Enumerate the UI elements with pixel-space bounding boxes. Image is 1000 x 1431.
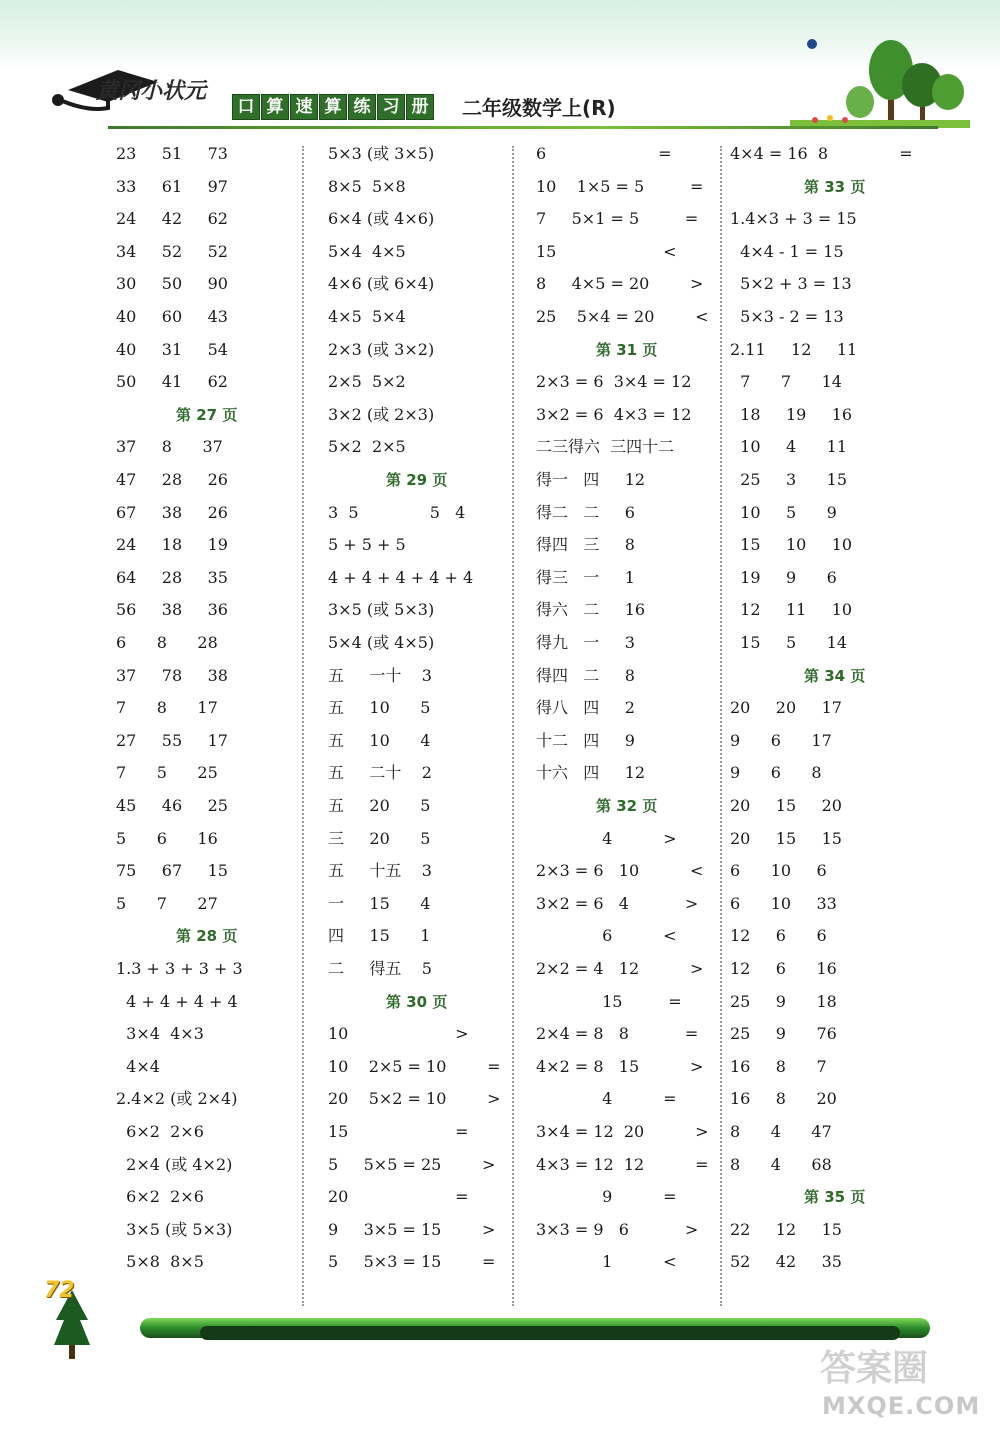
answer-row: 2×3 (或 3×2) bbox=[328, 339, 435, 359]
answer-row: 五 10 5 bbox=[328, 698, 431, 718]
answer-row: 25 5×4 = 20 < bbox=[536, 307, 709, 326]
answer-row: 8×5 5×8 bbox=[328, 176, 406, 196]
answer-row: 4×5 5×4 bbox=[328, 307, 406, 326]
answer-row: 5 5×3 = 15 = bbox=[328, 1252, 496, 1272]
answer-row: 1.3 + 3 + 3 + 3 bbox=[116, 959, 243, 978]
answer-row: 20 5×2 = 10 > bbox=[328, 1089, 501, 1109]
answer-row: 五 十五 3 bbox=[328, 861, 432, 881]
answer-row: 16 8 7 bbox=[730, 1056, 827, 1076]
answer-row: 19 9 6 bbox=[730, 567, 837, 587]
answer-row: 12 6 16 bbox=[730, 959, 837, 978]
answer-row: 6×2 2×6 bbox=[116, 1122, 204, 1141]
answer-row: 15 10 10 bbox=[730, 535, 853, 555]
answer-row: 52 42 35 bbox=[730, 1252, 842, 1272]
answer-row: 37 78 38 bbox=[116, 665, 228, 685]
answer-row: 三 20 5 bbox=[328, 828, 431, 848]
answer-row: 4 > bbox=[536, 828, 677, 848]
answer-row: 22 12 15 bbox=[730, 1219, 842, 1239]
answer-row: 3 5 5 4 bbox=[328, 502, 466, 522]
answer-row: 12 6 6 bbox=[730, 926, 827, 946]
answer-row: 2×5 5×2 bbox=[328, 372, 406, 392]
answer-row: 8 4 68 bbox=[730, 1154, 832, 1174]
answer-row: 23 51 73 bbox=[116, 144, 228, 163]
answer-row: 15 5 14 bbox=[730, 633, 848, 652]
answer-row: 得四 二 8 bbox=[536, 665, 635, 685]
column-divider bbox=[720, 146, 722, 1306]
answer-row: 四 15 1 bbox=[328, 926, 431, 946]
watermark-logo: 答案圈 bbox=[820, 1348, 929, 1389]
answer-row: 6 < bbox=[536, 926, 677, 946]
answer-row: 7 8 17 bbox=[116, 698, 218, 718]
answer-row: 75 67 15 bbox=[116, 861, 228, 881]
answer-row: 得九 一 3 bbox=[536, 633, 635, 652]
answer-row: 4×2 = 8 15 > bbox=[536, 1056, 704, 1076]
answer-row: 二三得六 三四十二 bbox=[536, 437, 675, 457]
answer-row: 45 46 25 bbox=[116, 796, 228, 815]
answer-row: 34 52 52 bbox=[116, 241, 228, 261]
answer-row: 56 38 36 bbox=[116, 600, 228, 620]
answer-row: 4 = bbox=[536, 1089, 677, 1109]
page-heading: 第 35 页 bbox=[804, 1188, 866, 1207]
watermark-url: MXQE.COM bbox=[822, 1392, 981, 1420]
column-divider bbox=[512, 146, 514, 1306]
answer-row: 24 18 19 bbox=[116, 535, 228, 555]
answer-row: 16 8 20 bbox=[730, 1089, 837, 1109]
answer-row: 6 8 28 bbox=[116, 633, 218, 652]
answer-row: 5 7 27 bbox=[116, 893, 218, 913]
answer-row: 2×3 = 6 3×4 = 12 bbox=[536, 372, 692, 392]
answer-row: 9 3×5 = 15 > bbox=[328, 1219, 496, 1239]
answer-row: 18 19 16 bbox=[730, 404, 853, 424]
answer-row: 10 > bbox=[328, 1024, 469, 1044]
answer-row: 15 < bbox=[536, 241, 677, 261]
answer-row: 得四 三 8 bbox=[536, 535, 635, 555]
header-divider bbox=[108, 126, 938, 129]
page-heading: 第 32 页 bbox=[596, 797, 658, 815]
answer-row: 15 = bbox=[536, 991, 682, 1011]
answer-row: 4×6 (或 6×4) bbox=[328, 274, 435, 294]
answer-row: 得二 二 6 bbox=[536, 502, 635, 522]
answer-row: 64 28 35 bbox=[116, 567, 228, 587]
answer-row: 30 50 90 bbox=[116, 274, 228, 294]
answer-row: 五 20 5 bbox=[328, 796, 431, 815]
answer-row: 2.4×2 (或 2×4) bbox=[116, 1089, 238, 1109]
answer-row: 十六 四 12 bbox=[536, 763, 646, 783]
book-title-char: 习 bbox=[377, 94, 405, 120]
answer-row: 9 6 17 bbox=[730, 730, 832, 750]
answer-row: 1.4×3 + 3 = 15 bbox=[730, 209, 857, 229]
answer-row: 7 5×1 = 5 = bbox=[536, 209, 699, 229]
answer-row: 5×3 (或 3×5) bbox=[328, 144, 435, 163]
answer-row: 40 60 43 bbox=[116, 307, 228, 326]
answer-row: 8 4 47 bbox=[730, 1122, 832, 1141]
answer-row: 20 = bbox=[328, 1187, 469, 1207]
answer-row: 6×2 2×6 bbox=[116, 1187, 204, 1207]
answer-row: 6 10 33 bbox=[730, 893, 837, 913]
book-title-char: 册 bbox=[406, 94, 434, 120]
brand-logo-text: 黄冈小状元 bbox=[96, 78, 207, 104]
answer-row: 50 41 62 bbox=[116, 372, 228, 392]
book-title-char: 速 bbox=[290, 94, 318, 120]
answer-row: 67 38 26 bbox=[116, 502, 228, 522]
answer-row: 五 二十 2 bbox=[328, 763, 432, 783]
book-title bbox=[232, 94, 434, 120]
answer-row: 7 7 14 bbox=[730, 372, 842, 392]
page-heading: 第 31 页 bbox=[596, 340, 658, 359]
answer-row: 9 = bbox=[536, 1187, 677, 1207]
answer-row: 10 2×5 = 10 = bbox=[328, 1056, 501, 1076]
answer-row: 得三 一 1 bbox=[536, 567, 635, 587]
answer-row: 得八 四 2 bbox=[536, 698, 635, 718]
answer-row: 9 6 8 bbox=[730, 763, 822, 783]
answer-row: 10 1×5 = 5 = bbox=[536, 176, 704, 196]
answer-row: 6 10 6 bbox=[730, 861, 827, 881]
answer-row: 5 6 16 bbox=[116, 828, 218, 848]
answer-row: 3×5 (或 5×3) bbox=[116, 1219, 233, 1239]
answer-row: 15 = bbox=[328, 1122, 469, 1141]
trees-illustration-icon bbox=[770, 30, 970, 130]
answer-row: 5×8 8×5 bbox=[116, 1252, 204, 1272]
answer-row: 得一 四 12 bbox=[536, 470, 646, 489]
answer-row: 5 + 5 + 5 bbox=[328, 535, 406, 555]
answer-row: 2×4 (或 4×2) bbox=[116, 1154, 233, 1174]
book-title-char: 算 bbox=[319, 94, 347, 120]
answer-row: 8 4×5 = 20 > bbox=[536, 274, 704, 294]
answer-row: 6 = bbox=[536, 144, 672, 163]
book-title-char: 口 bbox=[232, 94, 260, 120]
grade-label: 二年级数学上(R) bbox=[462, 96, 616, 120]
answer-row: 12 11 10 bbox=[730, 600, 853, 620]
answer-row: 五 10 4 bbox=[328, 730, 431, 750]
answer-row: 6×4 (或 4×6) bbox=[328, 209, 435, 229]
answer-row: 5 5×5 = 25 > bbox=[328, 1154, 496, 1174]
answer-row: 5×2 2×5 bbox=[328, 437, 406, 457]
page-heading: 第 34 页 bbox=[804, 666, 866, 685]
answer-row: 24 42 62 bbox=[116, 209, 228, 229]
answer-row: 20 15 15 bbox=[730, 828, 842, 848]
answer-row: 4×4 = 16 8 = bbox=[730, 144, 913, 163]
answer-row: 2×4 = 8 8 = bbox=[536, 1024, 699, 1044]
answer-row: 20 20 17 bbox=[730, 698, 842, 718]
answer-row: 3×2 (或 2×3) bbox=[328, 404, 435, 424]
answer-row: 3×4 4×3 bbox=[116, 1024, 204, 1044]
answer-row: 20 15 20 bbox=[730, 796, 842, 815]
answer-row: 3×2 = 6 4×3 = 12 bbox=[536, 404, 692, 424]
answer-row: 4×4 bbox=[116, 1056, 160, 1076]
answer-row: 5×4 (或 4×5) bbox=[328, 633, 435, 652]
answer-row: 10 4 11 bbox=[730, 437, 848, 457]
page-heading: 第 28 页 bbox=[176, 927, 238, 946]
answer-row: 五 一十 3 bbox=[328, 665, 432, 685]
answer-row: 25 9 18 bbox=[730, 991, 837, 1011]
page-heading: 第 33 页 bbox=[804, 177, 866, 196]
answer-row: 十二 四 9 bbox=[536, 730, 635, 750]
answer-row: 25 3 15 bbox=[730, 470, 848, 489]
answer-row: 5×3 - 2 = 13 bbox=[730, 307, 844, 326]
page-heading: 第 29 页 bbox=[386, 471, 448, 489]
book-title-char: 算 bbox=[261, 94, 289, 120]
footer-bar-shadow bbox=[200, 1326, 900, 1340]
answer-row: 3×4 = 12 20 > bbox=[536, 1122, 709, 1141]
page-heading: 第 27 页 bbox=[176, 405, 238, 424]
answer-row: 3×2 = 6 4 > bbox=[536, 893, 699, 913]
answer-row: 4 + 4 + 4 + 4 bbox=[116, 991, 238, 1011]
answer-row: 5×2 + 3 = 13 bbox=[730, 274, 852, 294]
page-number: 72 bbox=[44, 1278, 75, 1303]
answer-row: 二 得五 5 bbox=[328, 959, 432, 978]
answer-row: 2×2 = 4 12 > bbox=[536, 959, 704, 978]
answer-row: 40 31 54 bbox=[116, 339, 228, 359]
answer-row: 2×3 = 6 10 < bbox=[536, 861, 704, 881]
page-heading: 第 30 页 bbox=[386, 992, 448, 1011]
answer-row: 33 61 97 bbox=[116, 176, 228, 196]
answer-row: 5×4 4×5 bbox=[328, 241, 406, 261]
answer-row: 7 5 25 bbox=[116, 763, 218, 783]
book-title-char: 练 bbox=[348, 94, 376, 120]
answer-row: 一 15 4 bbox=[328, 893, 431, 913]
answer-row: 10 5 9 bbox=[730, 502, 837, 522]
answer-row: 27 55 17 bbox=[116, 730, 228, 750]
answer-row: 25 9 76 bbox=[730, 1024, 837, 1044]
column-divider bbox=[302, 146, 304, 1306]
answer-row: 37 8 37 bbox=[116, 437, 223, 457]
answer-row: 得六 二 16 bbox=[536, 600, 646, 620]
answer-row: 4×3 = 12 12 = bbox=[536, 1154, 709, 1174]
answer-row: 4 + 4 + 4 + 4 + 4 bbox=[328, 567, 474, 587]
answer-row: 4×4 - 1 = 15 bbox=[730, 241, 844, 261]
answer-row: 2.11 12 11 bbox=[730, 339, 858, 359]
answer-row: 47 28 26 bbox=[116, 470, 228, 489]
answer-row: 3×5 (或 5×3) bbox=[328, 600, 435, 620]
answer-row: 1 < bbox=[536, 1252, 677, 1272]
answer-row: 3×3 = 9 6 > bbox=[536, 1219, 699, 1239]
